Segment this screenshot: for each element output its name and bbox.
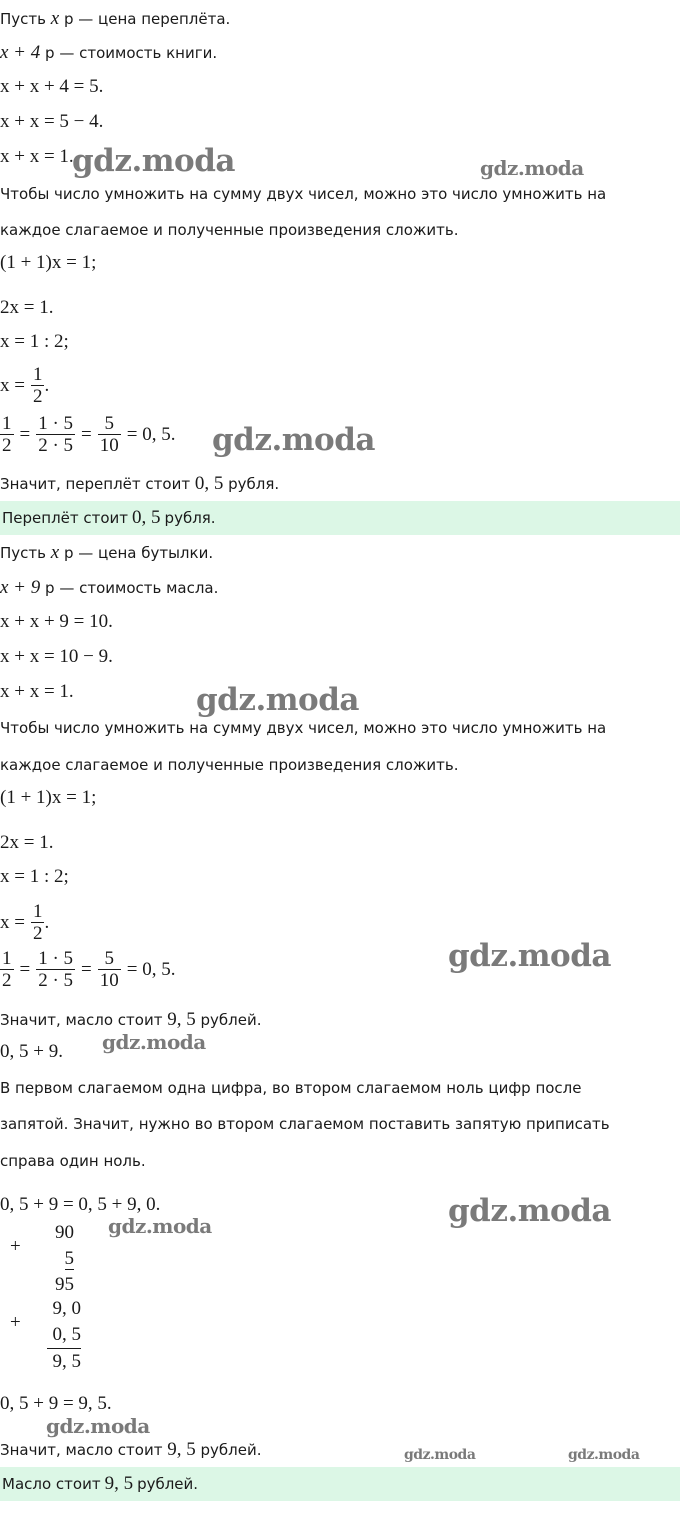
- watermark: gdz.moda: [72, 143, 235, 179]
- rule-text: справа один ноль.: [0, 1152, 146, 1170]
- watermark: gdz.moda: [46, 1414, 150, 1438]
- rule-text: Чтобы число умножить на сумму двух чисел, можно это число умножить на: [0, 719, 607, 737]
- rule-text: каждое слагаемое и полученные произведения сложить.: [0, 221, 459, 239]
- text-line: x + 4 р — стоимость книги.: [0, 42, 218, 63]
- equation: 0, 5 + 9.: [0, 1041, 63, 1062]
- column-addition: 9, 0 0, 5 9, 5: [47, 1296, 81, 1375]
- conclusion: Значит, масло стоит 9, 5 рублей.: [0, 1439, 262, 1460]
- fraction-chain: $\frac{1}{2}$ = $\frac{1 \cdot 5}{2 \cdot 5}$ = $\frac{5}{10}$ = 0, 5.: [2, 948, 176, 991]
- text-line: Пусть x р — цена бутылки.: [0, 542, 214, 563]
- fraction-equation: x = $\frac{1}{2}$ .: [0, 901, 50, 944]
- rule-text: В первом слагаемом одна цифра, во втором слагаемом ноль цифр после: [0, 1079, 582, 1097]
- conclusion: Значит, масло стоит 9, 5 рублей.: [0, 1009, 262, 1030]
- answer-box: Масло стоит 9, 5 рублей.: [0, 1467, 680, 1501]
- equation: x + x + 9 = 10.: [0, 611, 113, 632]
- watermark: gdz.moda: [448, 938, 611, 974]
- watermark: gdz.moda: [212, 422, 375, 458]
- fraction-equation: x = $\frac{1}{2}$ .: [0, 364, 50, 407]
- equation: x + x = 1.: [0, 681, 74, 702]
- watermark: gdz.moda: [102, 1030, 206, 1054]
- equation: x + x = 5 − 4.: [0, 111, 104, 132]
- equation: x = 1 : 2;: [0, 866, 69, 887]
- plus-sign: +: [10, 1236, 21, 1257]
- watermark: gdz.moda: [404, 1447, 476, 1463]
- plus-sign: +: [10, 1312, 21, 1333]
- watermark: gdz.moda: [480, 156, 584, 180]
- text-line: Пусть x р — цена переплёта.: [0, 8, 231, 29]
- watermark: gdz.moda: [108, 1214, 212, 1238]
- equation: 0, 5 + 9 = 0, 5 + 9, 0.: [0, 1194, 161, 1215]
- answer-box: Переплёт стоит 0, 5 рубля.: [0, 501, 680, 535]
- text-line: x + 9 р — стоимость масла.: [0, 577, 219, 598]
- equation: 2x = 1.: [0, 297, 54, 318]
- rule-text: каждое слагаемое и полученные произведения сложить.: [0, 756, 459, 774]
- equation: x = 1 : 2;: [0, 331, 69, 352]
- equation: x + x = 10 − 9.: [0, 646, 113, 667]
- equation: x + x = 1.: [0, 146, 74, 167]
- equation: (1 + 1)x = 1;: [0, 252, 97, 273]
- equation: (1 + 1)x = 1;: [0, 787, 97, 808]
- watermark: gdz.moda: [568, 1447, 640, 1463]
- rule-text: запятой. Значит, нужно во втором слагаемом поставить запятую приписать: [0, 1115, 610, 1133]
- watermark: gdz.moda: [448, 1193, 611, 1229]
- column-addition: 90 5 95: [55, 1222, 74, 1295]
- rule-text: Чтобы число умножить на сумму двух чисел, можно это число умножить на: [0, 185, 607, 203]
- conclusion: Значит, переплёт стоит 0, 5 рубля.: [0, 473, 280, 494]
- fraction-chain: $\frac{1}{2}$ = $\frac{1 \cdot 5}{2 \cdot 5}$ = $\frac{5}{10}$ = 0, 5.: [2, 413, 176, 456]
- watermark: gdz.moda: [196, 682, 359, 718]
- equation: 2x = 1.: [0, 832, 54, 853]
- equation: 0, 5 + 9 = 9, 5.: [0, 1393, 112, 1414]
- equation: x + x + 4 = 5.: [0, 76, 104, 97]
